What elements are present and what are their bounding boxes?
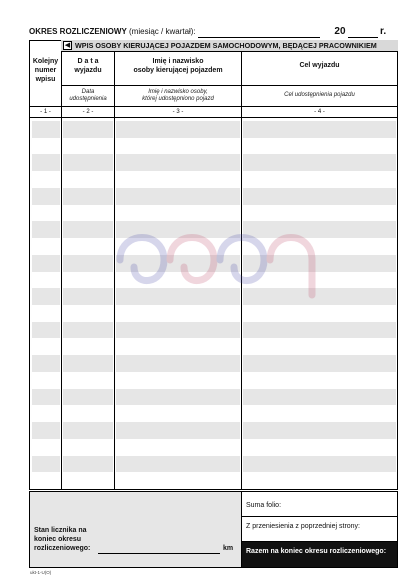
summary-box	[29, 491, 398, 568]
odometer-label: Stan licznika na koniec okresu rozliczeniowego:	[34, 527, 91, 552]
row-stripe[interactable]	[63, 355, 113, 372]
column-number-4: - 4 -	[314, 109, 325, 115]
column-header-entry-number: Kolejny numer wpisu	[32, 58, 59, 83]
year-suffix: r.	[380, 26, 387, 37]
odometer-unit: km	[223, 545, 234, 552]
year-prefix: 20	[334, 26, 346, 37]
row-stripe[interactable]	[32, 255, 60, 272]
row-stripe[interactable]	[243, 389, 396, 406]
row-stripe[interactable]	[63, 188, 113, 205]
row-stripe[interactable]	[32, 422, 60, 439]
left-arrow-icon: ◀	[64, 42, 71, 49]
row-stripe[interactable]	[116, 456, 240, 473]
row-stripe[interactable]	[32, 355, 60, 372]
subheader-divider	[30, 106, 397, 107]
row-stripe[interactable]	[32, 322, 60, 339]
column-subtitle-driver: Imię i nazwisko osoby, której udostępniono pojazd	[142, 89, 214, 102]
row-stripe[interactable]	[63, 456, 113, 473]
row-stripe[interactable]	[243, 154, 396, 171]
column-header-driver: Imię i nazwisko osoby kierującej pojazdem	[133, 58, 223, 74]
column-number-1: - 1 -	[40, 109, 51, 115]
carried-over-label: Z przeniesienia z poprzedniej strony:	[246, 523, 361, 530]
row-stripe[interactable]	[32, 288, 60, 305]
row-stripe[interactable]	[63, 288, 113, 305]
row-stripe[interactable]	[63, 154, 113, 171]
row-stripe[interactable]	[116, 188, 240, 205]
row-stripe[interactable]	[32, 121, 60, 138]
period-field[interactable]	[198, 28, 320, 38]
column-subtitle-date: Data udostępnienia	[69, 89, 107, 102]
row-stripe[interactable]	[116, 154, 240, 171]
period-label: OKRES ROZLICZENIOWY	[29, 27, 127, 36]
period-line	[29, 26, 399, 40]
row-stripe[interactable]	[243, 422, 396, 439]
column-number-3: - 3 -	[172, 109, 184, 115]
row-stripe[interactable]	[32, 389, 60, 406]
row-stripe[interactable]	[63, 121, 113, 138]
row-stripe[interactable]	[63, 221, 113, 238]
header-divider	[62, 85, 397, 86]
publisher-logo-watermark	[112, 215, 317, 305]
row-stripe[interactable]	[243, 121, 396, 138]
row-stripe[interactable]	[116, 322, 240, 339]
row-stripe[interactable]	[243, 322, 396, 339]
row-stripe[interactable]	[243, 188, 396, 205]
row-stripe[interactable]	[63, 389, 113, 406]
end-total-row[interactable]	[242, 542, 397, 567]
row-stripe[interactable]	[63, 255, 113, 272]
sum-page-row[interactable]	[242, 492, 397, 517]
row-stripe[interactable]	[32, 456, 60, 473]
period-hint: (miesiąc / kwartał):	[129, 27, 196, 36]
row-stripe[interactable]	[243, 355, 396, 372]
row-stripe[interactable]	[32, 188, 60, 205]
odometer-panel	[30, 492, 242, 567]
column-number-2: - 2 -	[82, 109, 94, 115]
row-stripe[interactable]	[32, 154, 60, 171]
number-row-divider	[30, 117, 397, 118]
banner-title: WPIS OSOBY KIERUJĄCEJ POJAZDEM SAMOCHODOWYM, BĘDĄCEJ PRACOWNIKIEM	[75, 41, 377, 50]
column-header-purpose: Cel wyjazdu	[299, 62, 340, 69]
form-code: ukt-1-U(O)	[30, 570, 52, 575]
section-banner	[61, 40, 398, 52]
carried-over-row[interactable]	[242, 517, 397, 542]
end-total-label: Razem na koniec okresu rozliczeniowego:	[246, 548, 387, 555]
year-field[interactable]	[348, 28, 378, 38]
row-stripe[interactable]	[63, 422, 113, 439]
odometer-field[interactable]	[98, 545, 220, 554]
row-stripe[interactable]	[63, 322, 113, 339]
column-subtitle-purpose: Cel udostępnienia pojazdu	[284, 92, 355, 98]
row-stripe[interactable]	[243, 456, 396, 473]
row-stripe[interactable]	[116, 422, 240, 439]
row-stripe[interactable]	[116, 389, 240, 406]
row-stripe[interactable]	[116, 121, 240, 138]
column-header-date: D a t a wyjazdu	[74, 58, 102, 74]
row-stripe[interactable]	[116, 355, 240, 372]
sum-page-label: Suma folio:	[246, 502, 282, 509]
row-stripe[interactable]	[32, 221, 60, 238]
